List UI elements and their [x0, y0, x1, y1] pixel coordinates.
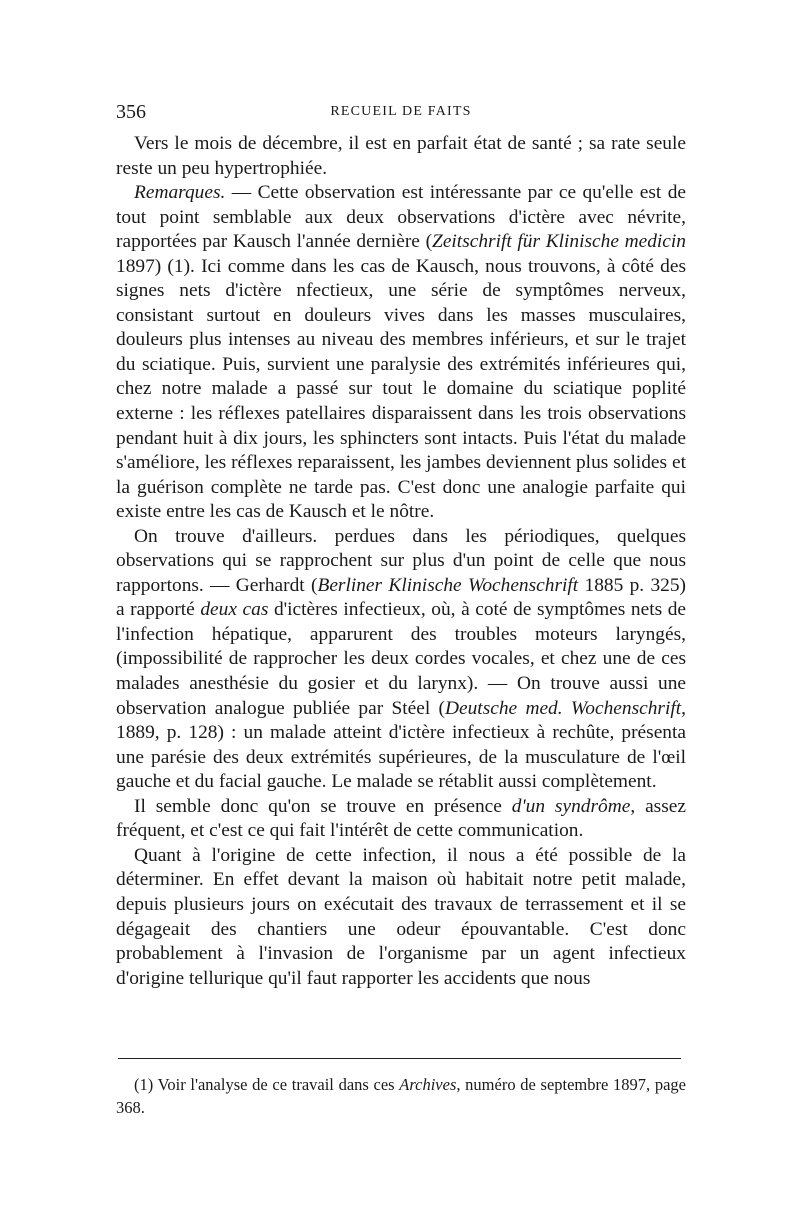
page-number: 356	[116, 101, 146, 123]
page-header	[116, 101, 686, 125]
footnote-divider	[118, 1058, 681, 1059]
footnote: (1) Voir l'analyse de ce travail dans ces Archives, numéro de septembre 1897, page 368.	[116, 1075, 686, 1117]
paragraph-4: Il semble donc qu'on se trouve en présence d'un syndrôme, assez fréquent, et c'est ce qui fait l'intérêt de cette communication.	[116, 795, 686, 842]
emphasis: deux cas	[200, 599, 269, 621]
journal-citation: Archives	[399, 1075, 457, 1094]
body-text	[116, 132, 686, 991]
journal-citation: Deutsche med. Wochenschrift	[445, 697, 682, 719]
paragraph-3: On trouve d'ailleurs. perdues dans les périodiques, quelques observations qui se rapprochent sur plus d'un point de celle que nous rapportons. — Gerhardt (Berliner Klinische Wochenschrift 1885 p. 325) a rapporté deux cas d'ictères infectieux, où, à coté de symptômes nets de l'infection hépatique, apparurent des troubles moteurs laryngés, (impossibilité de rapprocher les deux cordes vocales, et chez une de ces malades anesthésie du gosier et du larynx). — On trouve aussi une observation analogue publiée par Stéel (Deutsche med. Wochenschrift, 1889, p. 128) : un malade atteint d'ictère infectieux à rechûte, présenta une parésie des deux extrémités supérieures, de la musculature de l'œil gauche et du facial gauche. Le malade se rétablit aussi complètement.	[116, 525, 686, 793]
emphasis: d'un syndrôme	[511, 795, 631, 817]
paragraph-remarques: Remarques. — Cette observation est intéressante par ce qu'elle est de tout point semblable aux deux observations d'ictère avec névrite, rapportées par Kausch l'année dernière (Zeitschrift für Klinische medicin 1897) (1). Ici comme dans les cas de Kausch, nous trouvons, à côté des signes nets d'ictère nfectieux, une série de symptômes nerveux, consistant surtout en douleurs vives dans les masses musculaires, douleurs plus intenses au niveau des membres inférieurs, et sur le trajet du sciatique. Puis, survient une paralysie des extrémités inférieures qui, chez notre malade a passé sur tout le domaine du sciatique poplité externe : les réflexes patellaires disparaissent dans les trois observations pendant huit à dix jours, les sphincters sont intacts. Puis l'état du malade s'améliore, les réflexes reparaissent, les jambes deviennent plus solides et la guérison complète ne tarde pas. C'est donc une analogie parfaite qui existe entre les cas de Kausch et le nôtre.	[116, 182, 686, 523]
journal-citation: Zeitschrift für Klinische medicin	[432, 231, 686, 253]
paragraph-5: Quant à l'origine de cette infection, il nous a été possible de la déterminer. En effet devant la maison où habitait notre petit malade, depuis plusieurs jours on exécutait des travaux de terrassement et il se dégageait des chantiers une odeur épouvantable. C'est donc probablement à l'invasion de l'organisme par un agent infectieux d'origine tellurique qu'il faut rapporter les accidents que nous	[116, 844, 686, 989]
running-title: RECUEIL DE FAITS	[330, 104, 472, 119]
journal-citation: Berliner Klinische Wochenschrift	[317, 574, 579, 596]
paragraph-1: Vers le mois de décembre, il est en parfait état de santé ; sa rate seule reste un peu hypertrophiée.	[116, 133, 686, 179]
remarques-label: Remarques.	[134, 182, 226, 204]
